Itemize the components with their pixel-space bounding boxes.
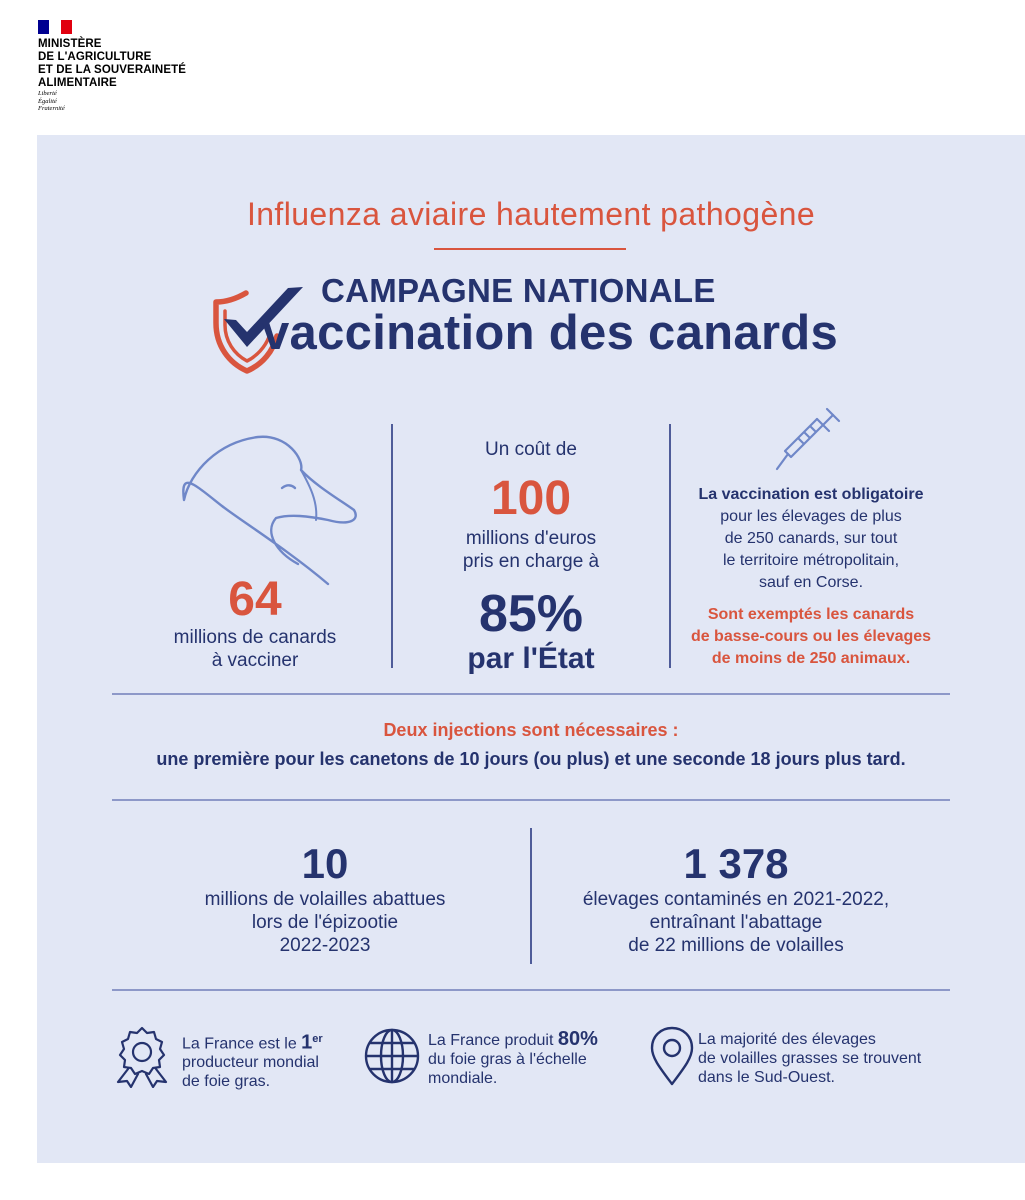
divider-horizontal-2 (112, 799, 950, 801)
kicker-divider (434, 248, 626, 250)
ducks-label-2: à vacciner (211, 650, 299, 671)
ministry-name (38, 38, 186, 90)
farms-stat (556, 840, 916, 957)
divider-vertical-2 (669, 424, 671, 668)
cost-by-state: par l'État (467, 642, 595, 675)
exempt-line-1: Sont exemptés les canards (707, 606, 915, 623)
ministry-line-3: ET DE LA SOUVERAINETÉ (38, 64, 186, 76)
ducks-value: 64 (228, 573, 282, 626)
syringe-icon (773, 403, 845, 473)
cost-value: 100 (490, 472, 572, 525)
ducks-stat (150, 574, 360, 672)
vaccination-title: vaccination des canards (262, 306, 839, 360)
exempt-line-2: de basse-cours ou les élevages (690, 628, 932, 645)
divider-horizontal-1 (112, 693, 950, 695)
globe-icon (360, 1024, 424, 1088)
fact-1-line-2: producteur mondial (182, 1054, 319, 1072)
mandatory-line-3: le territoire métropolitain, (722, 552, 900, 569)
injections-title: Deux injections sont nécessaires : (383, 720, 679, 740)
farms-line-3: de 22 millions de volailles (628, 935, 844, 956)
ducks-label-1: millions de canards (173, 627, 337, 648)
culled-line-3: 2022-2023 (279, 935, 371, 956)
fact-2-line-1 (428, 1030, 598, 1050)
cost-label-1: millions d'euros (465, 528, 597, 549)
fact-south-west (698, 1030, 921, 1087)
cost-label-2: pris en charge à (462, 551, 600, 572)
exempt-line-3: de moins de 250 animaux. (711, 650, 911, 667)
fact-first-producer (182, 1030, 323, 1091)
mandatory-line-4: sauf en Corse. (758, 574, 864, 591)
motto-fraternite: Fraternité (38, 105, 65, 112)
kicker-title: Influenza aviaire hautement pathogène (246, 196, 816, 232)
injections-text: une première pour les canetons de 10 jours (ou plus) et une seconde 18 jours plus tard. (156, 749, 906, 769)
fact-foie-gras-share (428, 1030, 598, 1088)
mandatory-info (680, 484, 942, 670)
fact-1-sup: er (312, 1033, 323, 1045)
culled-line-2: lors de l'épizootie (251, 912, 399, 933)
flag-red (61, 20, 72, 34)
fact-3-line-2: de volailles grasses se trouvent (698, 1050, 922, 1067)
culled-line-1: millions de volailles abattues (204, 889, 446, 910)
ministry-line-2: DE L'AGRICULTURE (38, 51, 152, 63)
mandatory-bold: La vaccination est obligatoire (698, 486, 924, 503)
fact-2-number: 80% (557, 1028, 598, 1050)
farms-line-2: entraînant l'abattage (649, 912, 823, 933)
farms-line-1: élevages contaminés en 2021-2022, (582, 889, 890, 910)
award-medal-icon (110, 1024, 174, 1088)
flag-white (49, 20, 60, 34)
culled-value: 10 (301, 840, 349, 887)
ministry-line-4: ALIMENTAIRE (38, 77, 117, 89)
motto-liberte: Liberté (38, 90, 57, 97)
divider-vertical-1 (391, 424, 393, 668)
fact-3-line-3: dans le Sud-Ouest. (698, 1069, 835, 1086)
cost-percent: 85% (478, 585, 584, 643)
fact-3-line-1: La majorité des élevages (698, 1031, 876, 1048)
campaign-title: CAMPAGNE NATIONALE (321, 272, 716, 309)
farms-value: 1 378 (683, 840, 789, 887)
fact-2-line-3: mondiale. (428, 1070, 498, 1087)
motto-egalite: Égalité (38, 97, 57, 105)
cost-intro: Un coût de (485, 439, 577, 460)
duck-head-icon (178, 432, 363, 592)
mandatory-line-2: de 250 canards, sur tout (724, 530, 898, 547)
culled-stat (150, 840, 500, 957)
divider-horizontal-3 (112, 989, 950, 991)
fact-1-line-3: de foie gras. (182, 1073, 271, 1091)
republic-motto (38, 90, 65, 113)
ministry-line-1: MINISTÈRE (38, 38, 102, 50)
fact-2-pre: La France produit (428, 1032, 558, 1049)
mandatory-line-1: pour les élevages de plus (720, 508, 902, 525)
fact-2-line-2: du foie gras à l'échelle (428, 1051, 587, 1068)
fact-1-number: 1 (301, 1031, 313, 1054)
french-flag-logo (38, 20, 72, 34)
fact-1-pre: La France est le (182, 1035, 302, 1053)
map-pin-icon (640, 1024, 704, 1088)
cost-stat (420, 438, 642, 675)
flag-blue (38, 20, 49, 34)
divider-vertical-3 (530, 828, 532, 964)
fact-1-line-1 (182, 1030, 323, 1053)
